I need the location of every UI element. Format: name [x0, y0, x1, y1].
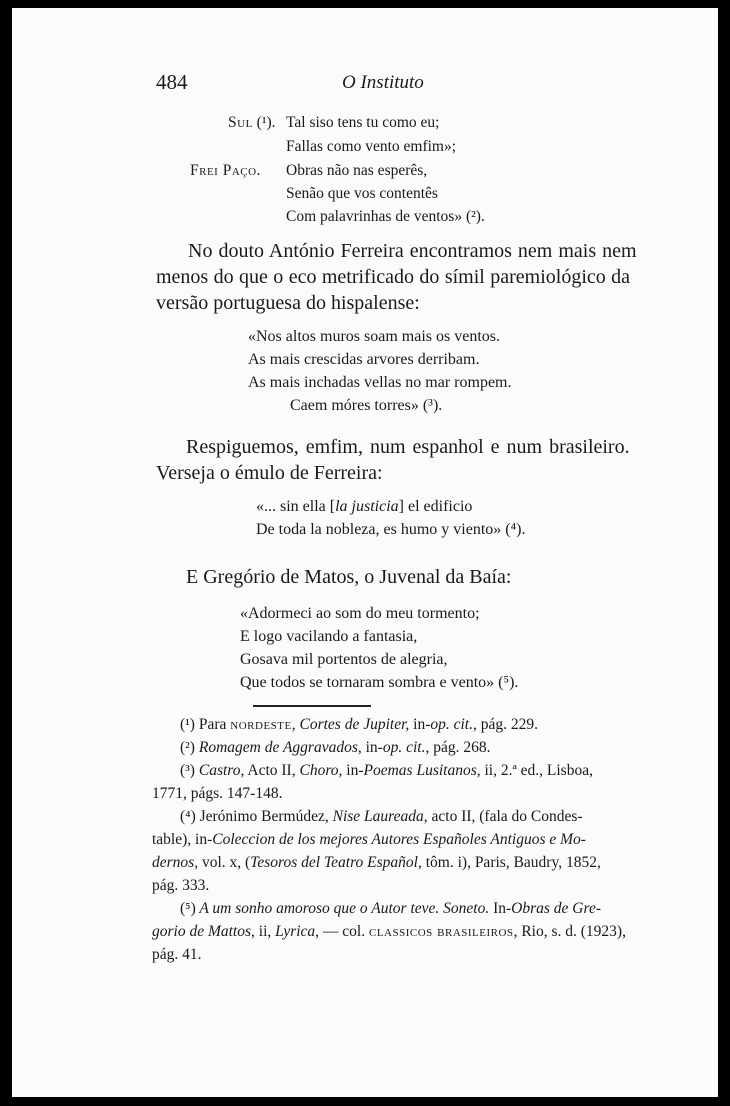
paragraph-line: Respiguemos, emfim, num espanhol e num brasileiro. — [186, 436, 630, 458]
verse-line: Com palavrinhas de ventos» (²). — [286, 208, 485, 225]
quote-line: «Nos altos muros soam mais os ventos. — [248, 328, 500, 345]
footnote-2: (²) Romagem de Aggravados, in-op. cit., pág. 268. — [180, 739, 491, 756]
quote-line: «... sin ella [la justicia] el edificio — [256, 498, 473, 515]
footnote-3: (³) Castro, Acto II, Choro, in-Poemas Lusitanos, ii, 2.ª ed., Lisboa, — [180, 762, 593, 779]
footnote-5-cont: pág. 41. — [152, 946, 202, 963]
quote-line: E logo vacilando a fantasia, — [240, 628, 418, 645]
quote-line: «Adormeci ao som do meu tormento; — [240, 605, 480, 622]
book-page — [12, 8, 718, 1097]
verse-line: Fallas como vento emfim»; — [286, 138, 457, 155]
quote-line: Que todos se tornaram sombra e vento» (⁵). — [240, 674, 519, 691]
quote-line: As mais inchadas vellas no mar rompem. — [248, 374, 512, 391]
quote-line: De toda la nobleza, es humo y viento» (⁴). — [256, 521, 526, 538]
footnote-4-cont: table), in-Coleccion de los mejores Autores Españoles Antiguos e Mo- — [152, 831, 586, 848]
paragraph-line: Verseja o émulo de Ferreira: — [156, 462, 383, 484]
quote-line: Caem móres torres» (³). — [290, 397, 443, 414]
page-number: 484 — [156, 70, 188, 94]
paragraph-line: E Gregório de Matos, o Juvenal da Baía: — [186, 566, 512, 588]
footnote-1: (¹) Para nordeste, Cortes de Jupiter, in-op. cit., pág. 229. — [180, 716, 538, 733]
quote-line: Gosava mil portentos de alegria, — [240, 651, 448, 668]
speaker-sul: Sul (¹). — [228, 114, 276, 131]
footnote-separator — [253, 705, 371, 707]
speaker-frei-paco: Frei Paço. — [190, 162, 261, 179]
paragraph-line: No douto António Ferreira encontramos nem mais nem — [188, 240, 637, 262]
verse-line: Obras não nas esperês, — [286, 162, 428, 179]
running-title: O Instituto — [342, 72, 424, 93]
verse-line: Senão que vos contentês — [286, 185, 438, 202]
paragraph-line: versão portuguesa do hispalense: — [156, 292, 420, 314]
footnote-4: (⁴) Jerónimo Bermúdez, Nise Laureada, acto II, (fala do Condes- — [180, 808, 583, 825]
footnote-3-cont: 1771, págs. 147-148. — [152, 785, 283, 802]
verse-line: Tal siso tens tu como eu; — [286, 114, 440, 131]
footnote-4-cont: dernos, vol. x, (Tesoros del Teatro Español, tôm. i), Paris, Baudry, 1852, — [152, 854, 601, 871]
quote-line: As mais crescidas arvores derribam. — [248, 351, 480, 368]
paragraph-line: menos do que o eco metrificado do símil paremiológico da — [156, 266, 631, 288]
footnote-5: (⁵) A um sonho amoroso que o Autor teve. Soneto. In-Obras de Gre- — [180, 900, 602, 917]
footnote-5-cont: gorio de Mattos, ii, Lyrica, — col. classicos brasileiros, Rio, s. d. (1923), — [152, 923, 626, 940]
footnote-4-cont: pág. 333. — [152, 877, 210, 894]
